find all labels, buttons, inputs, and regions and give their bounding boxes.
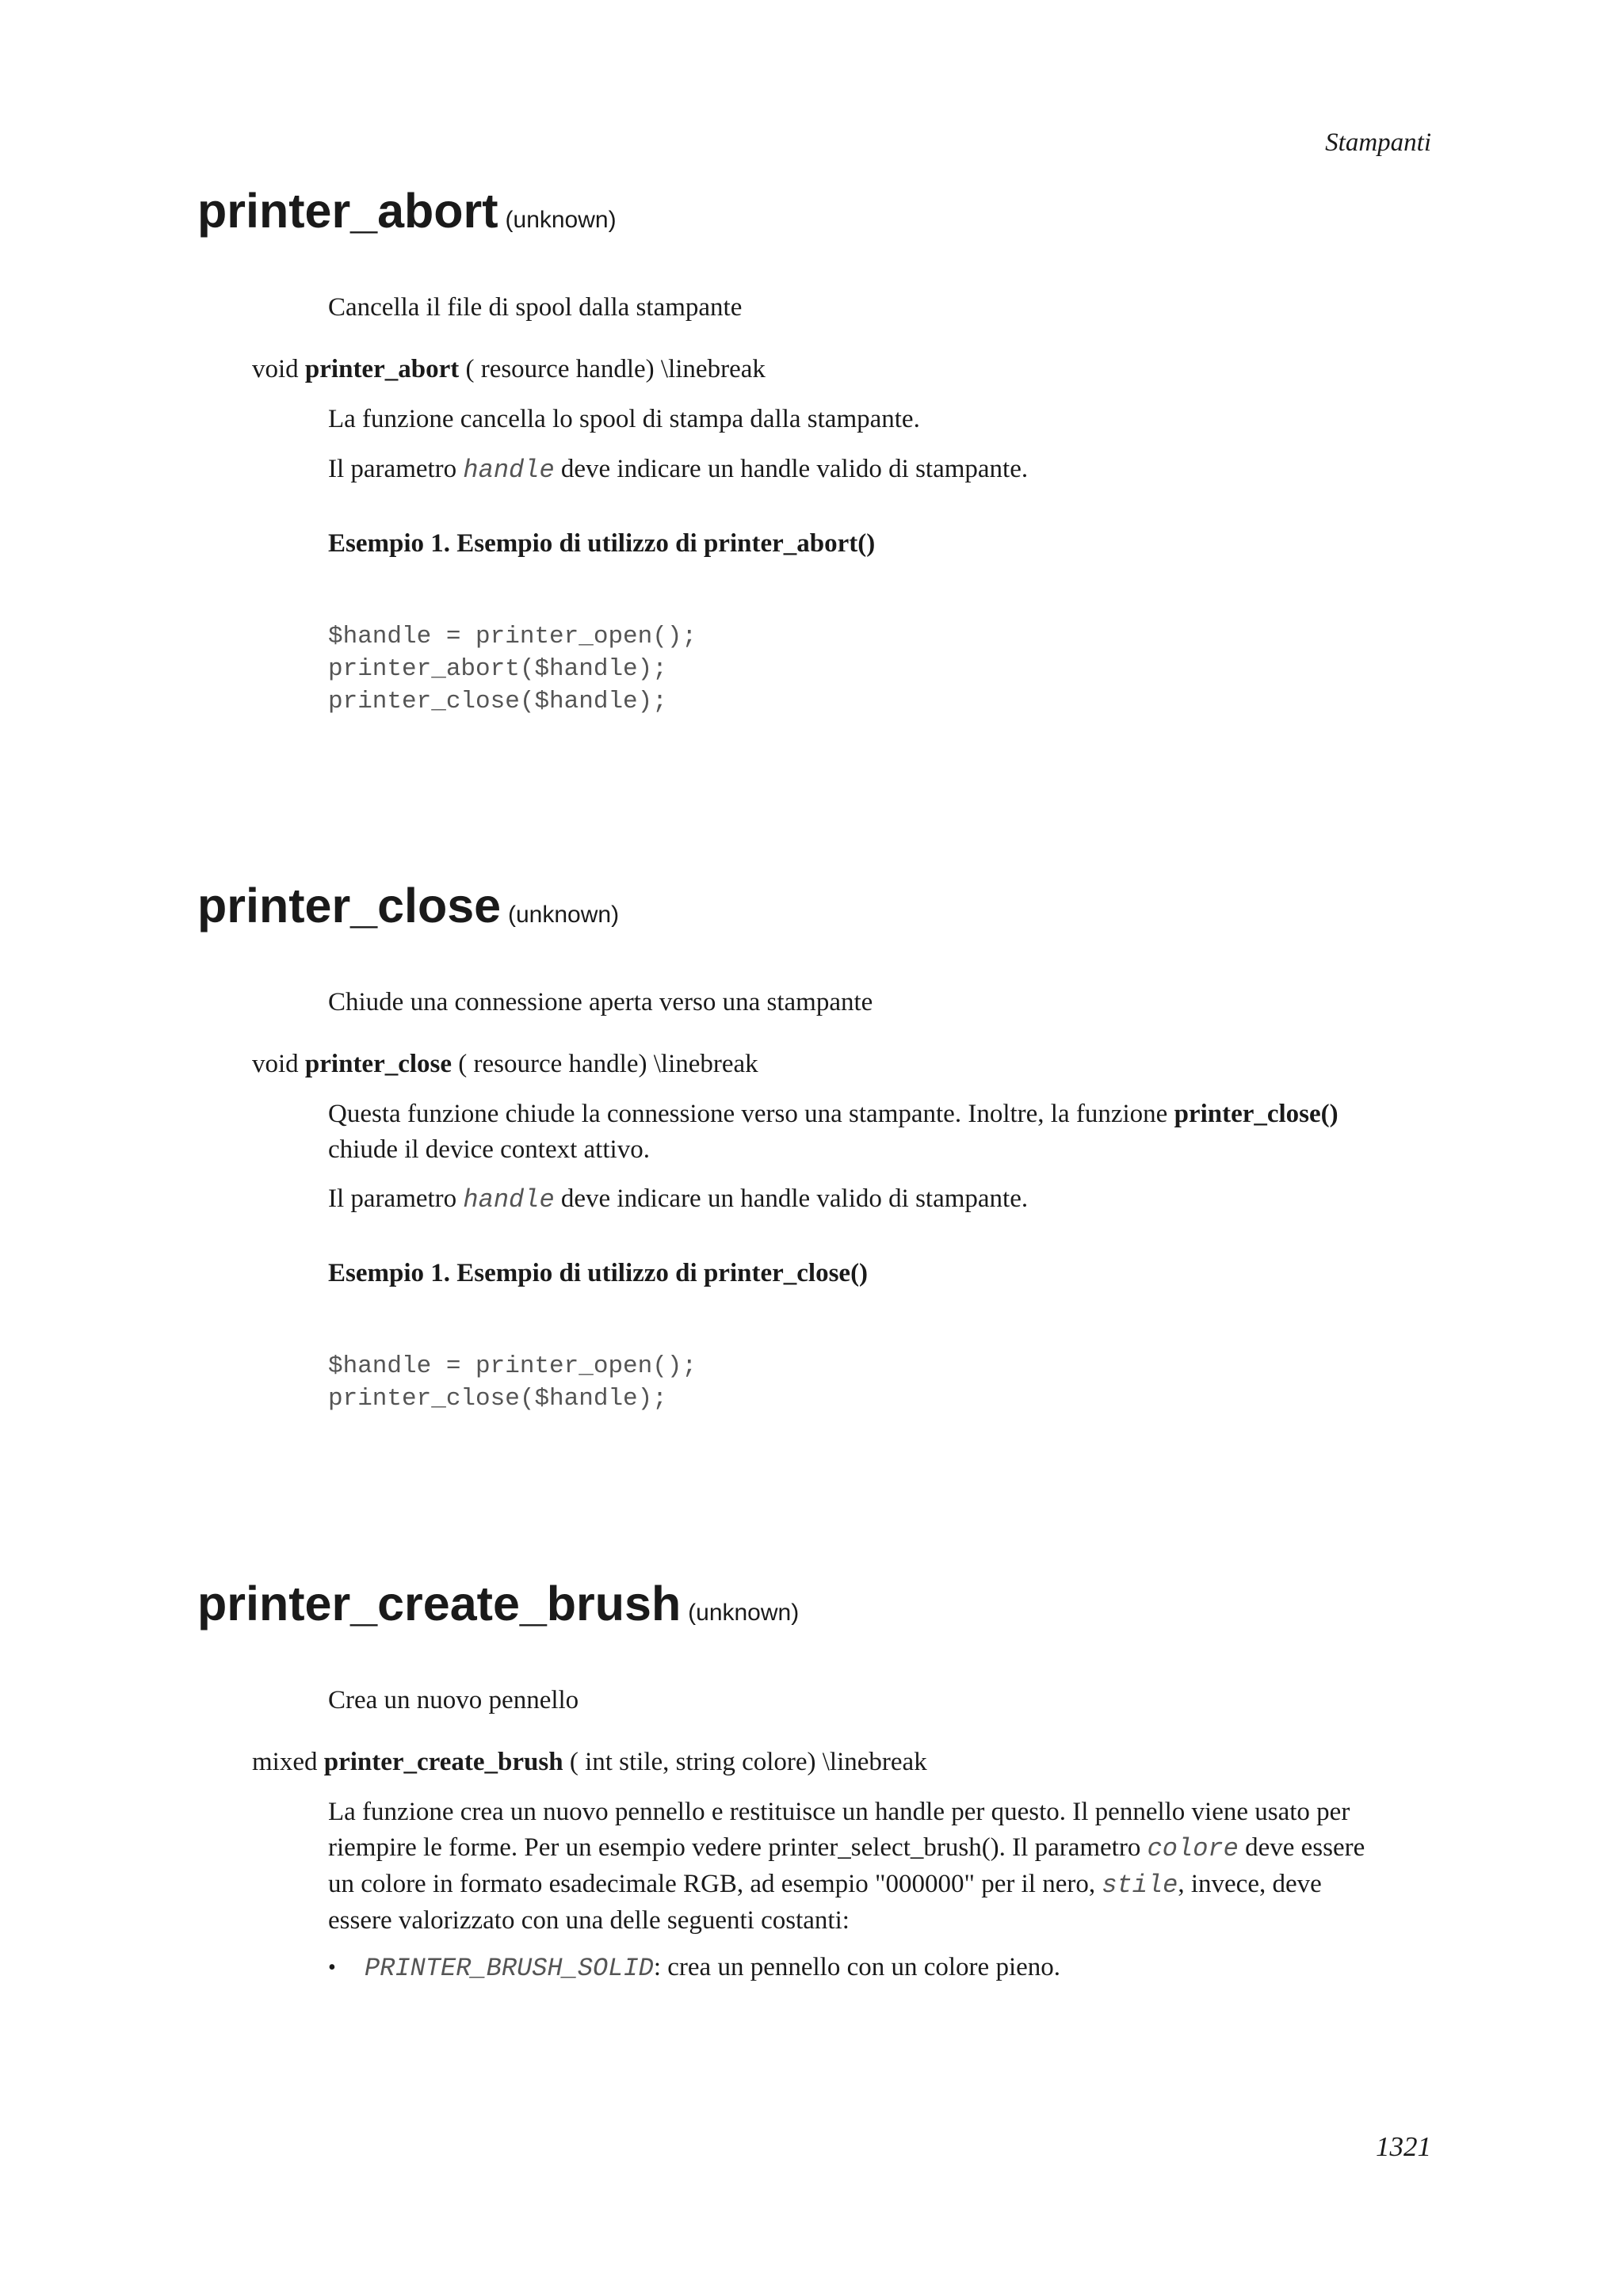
- param-line-before: Il parametro: [328, 455, 464, 483]
- code-line: printer_close($handle);: [328, 688, 667, 715]
- description-line: La funzione crea un nuovo pennello e restituisce un handle per questo. Il pennello viene usato per: [328, 1798, 1350, 1826]
- synopsis-args: ( int stile, string colore) \linebreak: [563, 1748, 927, 1776]
- parameter-name: handle: [463, 1185, 555, 1215]
- description-text: riempire le forme. Per un esempio vedere printer_select_brush(). Il parametro: [328, 1833, 1148, 1862]
- parameter-paragraph: [328, 452, 1028, 488]
- code-line: $handle = printer_open();: [328, 1352, 697, 1380]
- function-tag: (unknown): [505, 207, 617, 233]
- description-text: un colore in formato esadecimale RGB, ad esempio "000000" per il nero,: [328, 1870, 1102, 1898]
- parameter-name: handle: [463, 456, 555, 485]
- bullet-icon: •: [328, 1955, 336, 1980]
- code-line: printer_close($handle);: [328, 1385, 667, 1413]
- function-name: printer_abort: [197, 184, 498, 238]
- list-item-text: [365, 1950, 1060, 1986]
- description-line: [328, 1867, 1431, 1903]
- return-type: mixed: [252, 1748, 318, 1776]
- parameter-paragraph: [328, 1181, 1028, 1218]
- synopsis-function-name: printer_create_brush: [323, 1748, 563, 1776]
- function-synopsis: [252, 1745, 927, 1780]
- code-line: $handle = printer_open();: [328, 623, 697, 650]
- param-line-after: deve indicare un handle valido di stampante.: [554, 455, 1029, 483]
- function-synopsis: [252, 352, 766, 387]
- function-purpose: Chiude una connessione aperta verso una stampante: [328, 988, 873, 1016]
- example-title: Esempio 1. Esempio di utilizzo di printer_abort(): [328, 529, 876, 558]
- constant-name: PRINTER_BRUSH_SOLID: [365, 1954, 654, 1983]
- parameter-name: stile: [1102, 1871, 1178, 1900]
- page-number: 1321: [1376, 2131, 1431, 2162]
- description-line: [328, 1830, 1431, 1867]
- entry-title: [197, 184, 617, 238]
- function-name: printer_create_brush: [197, 1577, 682, 1630]
- function-tag: (unknown): [688, 1600, 800, 1626]
- entry-title: [197, 1577, 800, 1630]
- param-line-after: deve indicare un handle valido di stampante.: [554, 1184, 1029, 1213]
- description-line: [328, 1097, 1431, 1132]
- description-paragraph: [328, 1097, 1431, 1168]
- function-name: printer_close: [197, 879, 502, 933]
- synopsis-function-name: printer_abort: [304, 355, 460, 383]
- running-header: Stampanti: [1325, 128, 1431, 157]
- synopsis-args: ( resource handle) \linebreak: [459, 355, 766, 383]
- description-line: chiude il device context attivo.: [328, 1135, 650, 1164]
- synopsis-function-name: printer_close: [304, 1050, 453, 1078]
- description-bold: printer_close(): [1174, 1100, 1338, 1128]
- description-paragraph: [328, 1794, 1431, 1939]
- synopsis-args: ( resource handle) \linebreak: [452, 1050, 758, 1078]
- parameter-name: colore: [1147, 1834, 1239, 1863]
- function-purpose: Crea un nuovo pennello: [328, 1686, 579, 1714]
- code-block: [328, 1350, 697, 1415]
- constant-description: : crea un pennello con un colore pieno.: [653, 1953, 1061, 1981]
- return-type: void: [252, 355, 299, 383]
- code-line: printer_abort($handle);: [328, 655, 667, 683]
- param-line-before: Il parametro: [328, 1184, 464, 1213]
- return-type: void: [252, 1050, 299, 1078]
- example-title: Esempio 1. Esempio di utilizzo di printer_close(): [328, 1259, 869, 1287]
- function-tag: (unknown): [508, 902, 620, 928]
- description-paragraph: La funzione cancella lo spool di stampa dalla stampante.: [328, 405, 920, 433]
- function-purpose: Cancella il file di spool dalla stampante: [328, 293, 743, 322]
- function-synopsis: [252, 1047, 758, 1082]
- description-text: deve essere: [1238, 1833, 1365, 1862]
- description-text: , invece, deve: [1178, 1870, 1322, 1898]
- description-before: Questa funzione chiude la connessione verso una stampante. Inoltre, la funzione: [328, 1100, 1174, 1128]
- code-block: [328, 620, 697, 718]
- description-line: essere valorizzato con una delle seguenti costanti:: [328, 1906, 850, 1935]
- entry-title: [197, 879, 620, 933]
- list-item: [328, 1950, 1431, 1985]
